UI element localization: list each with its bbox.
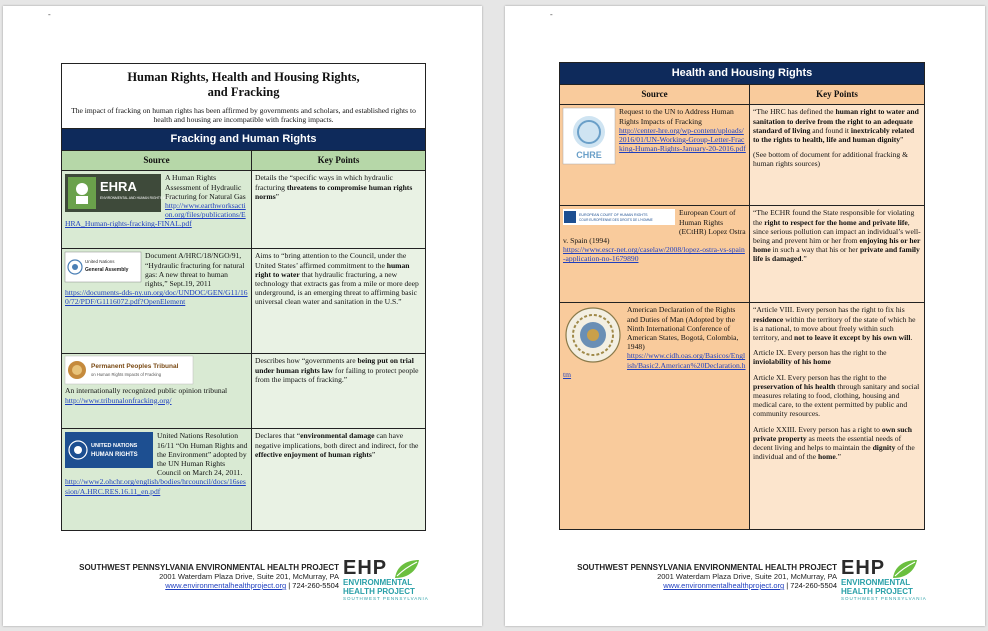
title-line-2: and Fracking — [207, 85, 280, 99]
source-cell — [560, 105, 750, 206]
ehp-logo-line-3: SOUTHWEST PENNSYLVANIA — [841, 596, 927, 601]
footer-org-name: SOUTHWEST PENNSYLVANIA ENVIRONMENTAL HEALTH PROJECT — [577, 563, 837, 572]
column-header-key-points: Key Points — [252, 151, 426, 171]
key-points-cell — [750, 206, 925, 303]
source-link[interactable]: http://center-hre.org/wp-content/uploads/2016/01/UN-Working-Group-Letter-Fracking-Human-Rights-January-20-2016.pdf — [619, 125, 746, 154]
footer-org-name: SOUTHWEST PENNSYLVANIA ENVIRONMENTAL HEALTH PROJECT — [79, 563, 339, 572]
key-point-text: Article IX. Every person has the right to the — [753, 348, 887, 358]
key-point-text: Aims to “bring attention to the Council, under the United States’ affirmed commitment to the — [255, 251, 407, 270]
echr-logo-subtext: COUR EUROPÉENNE DES DROITS DE L'HOMME — [579, 218, 653, 223]
ehp-logo-line-1: ENVIRONMENTAL — [841, 578, 911, 587]
key-points-cell — [252, 429, 426, 531]
document-page-1 — [3, 6, 482, 626]
leaf-icon — [393, 558, 421, 580]
ehp-logo-line-3: SOUTHWEST PENNSYLVANIA — [343, 596, 429, 601]
document-title — [68, 70, 419, 100]
key-point-text: of the individual and of the — [753, 443, 915, 462]
key-point-text: in such a way that his or her — [770, 245, 860, 255]
source-cell — [62, 429, 252, 531]
key-point-text: “The ECHR found the State responsible for violating the — [753, 208, 915, 227]
column-header-source: Source — [62, 151, 252, 171]
key-point-emphasis: own such private property — [753, 424, 913, 443]
column-header-key-points: Key Points — [750, 85, 925, 105]
oas-seal-logo — [563, 306, 623, 364]
key-point-emphasis: inviolability of his home — [753, 357, 831, 367]
permanent-peoples-tribunal-logo — [65, 356, 193, 384]
un-logo-text: United Nations — [85, 259, 115, 265]
footer-contact — [53, 563, 339, 590]
source-link[interactable]: https://www.cidh.oas.org/Basicos/English/Basic2.American%20Declaration.htm — [563, 351, 746, 379]
source-text: United Nations Resolution 16/11 “On Human Rights and the Environment” adopted by the UN Human Rights Council on March 24, 2011. — [157, 431, 248, 478]
title-line-1: Human Rights, Health and Housing Rights, — [127, 70, 360, 84]
ehp-logo — [841, 558, 927, 601]
footer-address: 2001 Waterdam Plaza Drive, Suite 201, McMurray, PA — [657, 572, 837, 581]
key-point-emphasis: right to respect for the home and private life — [764, 217, 908, 227]
key-point-text: and found it — [810, 125, 851, 135]
footer-phone: | 724-260-5504 — [286, 581, 339, 590]
key-point-text: within the territory of the state of which he is a national, to move about freely within such territory, and — [753, 314, 916, 343]
chre-logo — [563, 108, 615, 164]
key-point-text: through sanitary and social measures relating to food, clothing, housing and medical care, to the extent permitted by public and community resources. — [753, 381, 920, 419]
key-point-emphasis: environmental damage — [300, 431, 375, 441]
key-point-emphasis: effective enjoyment of human rights — [255, 449, 372, 459]
ehp-logo — [343, 558, 429, 601]
key-point-text: that hydraulic fracturing, a new technology that extracts gas from a mile or more deep underground, is an emerging threat to affirming basic universal clean water and sanitation in the U.S.” — [255, 269, 419, 307]
intro-text: The impact of fracking on human rights has been affirmed by governments and scholars, and established rights to health and housing are incompatible with fracking impacts. — [71, 106, 416, 124]
health-housing-rights-table — [559, 62, 925, 530]
source-cell — [560, 303, 750, 530]
ehp-logo-line-2: HEALTH PROJECT — [343, 587, 415, 596]
source-text: European Court of Human Rights (ECtHR) Lopez Ostra v. Spain (1994) — [563, 208, 746, 246]
key-point-emphasis: residence — [753, 314, 784, 324]
footer-contact — [551, 563, 837, 590]
key-point-text: “Article VIII. Every person has the right to fix his — [753, 305, 905, 315]
echr-logo-text: EUROPEAN COURT OF HUMAN RIGHTS — [579, 213, 648, 218]
key-points-cell — [750, 105, 925, 206]
section-header: Health and Housing Rights — [560, 63, 925, 85]
document-page-2 — [505, 6, 985, 626]
key-point-text: , since serious pollution can impact an individual’s well-being and prevent him or her from — [753, 217, 921, 246]
key-point-text: Article XXIII. Every person has a right to — [753, 424, 882, 434]
key-points-cell — [750, 303, 925, 530]
table-row — [62, 354, 426, 429]
title-box — [62, 64, 426, 129]
source-text: Document A/HRC/18/NGO/91, “Hydraulic fracturing for natural gas: A new threat to human rights,” Sept.19, 2011 — [145, 251, 245, 289]
ehra-logo — [65, 174, 180, 212]
chre-logo-text: CHRE — [576, 150, 602, 161]
ehp-logo-text: EHP — [841, 557, 886, 579]
source-text: American Declaration of the Rights and Duties of Man (Adopted by the Ninth International Conference of American States, Bogotá, Colombia, 1948) — [627, 305, 739, 352]
leaf-icon — [891, 558, 919, 580]
key-point-text: Declares that “ — [255, 431, 301, 441]
article-ix — [753, 348, 921, 366]
key-point-emphasis: human right to water and sanitation to derive from the right to an adequate standard of living — [753, 107, 919, 135]
key-point-text: ” — [900, 135, 904, 145]
table-row — [560, 303, 925, 530]
un-logo-subtext: General Assembly — [85, 267, 129, 274]
key-point-text: .” — [835, 452, 841, 462]
article-xxiii — [753, 425, 921, 462]
table-row — [560, 105, 925, 206]
key-points-cell — [252, 249, 426, 354]
key-point-text: Describes how “governments are — [255, 356, 358, 366]
ehra-logo-text: EHRA — [100, 179, 137, 195]
key-point-text: ” — [275, 191, 280, 201]
source-link[interactable]: https://documents-dds-ny.un.org/doc/UNDOC/GEN/G11/160/72/PDF/G1116072.pdf?OpenElement — [65, 288, 248, 307]
key-point-emphasis: home — [817, 452, 836, 462]
key-point-paragraph — [753, 107, 921, 144]
key-point-text: can have negative implications, both direct and indirect, for the — [255, 431, 419, 450]
un-hr-logo-text: UNITED NATIONS — [91, 443, 138, 450]
table-row — [62, 249, 426, 354]
ehp-logo-line-1: ENVIRONMENTAL — [343, 578, 413, 587]
key-point-emphasis: enjoying his or her home — [753, 236, 921, 255]
un-hr-logo-subtext: HUMAN RIGHTS — [91, 452, 138, 459]
key-point-emphasis: being put on trial under human rights law — [255, 356, 414, 375]
source-text: A Human Rights Assessment of Hydraulic Fracturing for Natural Gas — [165, 173, 246, 201]
ehp-logo-text: EHP — [343, 557, 388, 579]
source-cell — [62, 249, 252, 354]
section-header: Fracking and Human Rights — [62, 129, 426, 151]
footer-website-link[interactable]: www.environmentalhealthproject.org — [165, 581, 287, 590]
table-row — [62, 171, 426, 249]
key-point-text: . — [910, 333, 913, 343]
ppt-logo-text: Permanent Peoples Tribunal — [91, 363, 179, 371]
key-point-text: Details the “specific ways in which hydraulic fracturing — [255, 173, 393, 192]
key-point-emphasis: threatens to compromise human rights norms — [255, 182, 413, 201]
source-link[interactable]: http://www.earthworksaction.org/files/publications/EHRA_Human-rights-fracking-FINAL.pdf — [65, 201, 246, 229]
source-link[interactable]: http://www.tribunalonfracking.org/ — [65, 395, 172, 405]
echr-logo — [563, 209, 675, 225]
table-row — [62, 429, 426, 531]
ehra-logo-subtext: ENVIRONMENTAL AND HUMAN RIGHTS ADVISORY — [100, 196, 180, 201]
un-general-assembly-logo — [65, 252, 141, 282]
key-point-text: as meets the essential needs of decent living and helps to maintain the — [753, 433, 902, 453]
key-point-text: Article XI. Every person has the right to the — [753, 372, 887, 382]
page-marker: - — [48, 10, 51, 19]
source-text: Request to the UN to Address Human Rights Impacts of Fracking — [619, 107, 734, 126]
key-point-emphasis: not to leave it except by his own will — [794, 333, 911, 343]
footer-phone: | 724-260-5504 — [784, 581, 837, 590]
source-cell — [560, 206, 750, 303]
key-points-cell — [252, 171, 426, 249]
article-viii — [753, 305, 921, 342]
ppt-logo-subtext: on Human Rights Impacts of Fracking — [91, 372, 162, 378]
ehp-logo-line-2: HEALTH PROJECT — [841, 587, 913, 596]
key-point-emphasis: dignity — [872, 443, 896, 453]
source-text: An internationally recognized public opinion tribunal — [65, 386, 228, 396]
key-point-emphasis: inextricably related to the rights to health, life and human dignity — [753, 125, 915, 145]
key-point-text: .” — [801, 254, 807, 264]
key-point-text: ” — [371, 449, 376, 459]
key-point-text: “The HRC has defined the — [753, 107, 836, 117]
key-point-emphasis: human right to water — [255, 260, 410, 279]
source-link[interactable]: http://www2.ohchr.org/english/bodies/hrcouncil/docs/16session/A.HRC.RES.16.11_en.pdf — [65, 477, 246, 496]
key-point-text: for failing to protect people from the impacts of fracking.” — [255, 365, 419, 384]
footer-address: 2001 Waterdam Plaza Drive, Suite 201, McMurray, PA — [159, 572, 339, 581]
key-point-note: (See bottom of document for additional fracking & human rights sources) — [753, 150, 908, 169]
fracking-human-rights-table — [61, 63, 426, 531]
footer-website-link[interactable]: www.environmentalhealthproject.org — [663, 581, 785, 590]
source-cell — [62, 171, 252, 249]
source-cell — [62, 354, 252, 429]
table-row — [560, 206, 925, 303]
key-point-emphasis: preservation of his health — [753, 381, 836, 391]
column-header-source: Source — [560, 85, 750, 105]
article-xi — [753, 373, 921, 419]
source-link[interactable]: https://www.escr-net.org/caselaw/2008/lopez-ostra-vs-spain-application-no-1679890 — [563, 245, 745, 264]
key-points-cell — [252, 354, 426, 429]
un-human-rights-logo — [65, 432, 153, 468]
page-marker: - — [550, 10, 553, 19]
key-point-emphasis: private and family life is damaged — [753, 245, 920, 264]
